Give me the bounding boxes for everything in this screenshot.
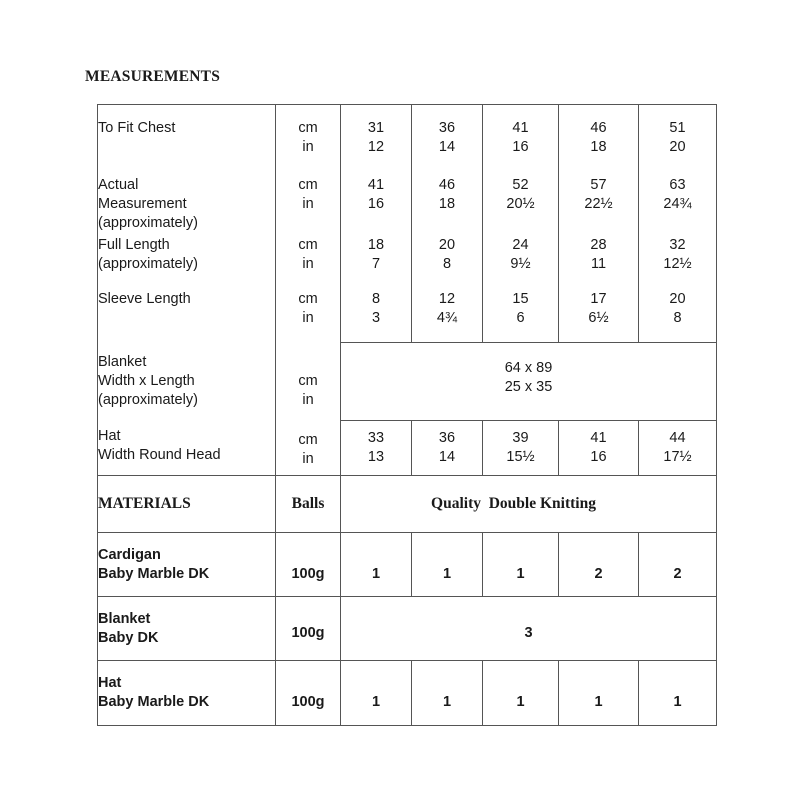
- value-cm: 24: [512, 236, 529, 253]
- blanket-size-value: [341, 343, 717, 421]
- row-label: [98, 421, 276, 476]
- count-value: 1: [673, 694, 682, 710]
- count-value: 2: [673, 565, 682, 582]
- material-name-line: Baby Marble DK: [98, 694, 210, 710]
- ball-count: [341, 533, 412, 597]
- weight-value: 100g: [291, 565, 325, 582]
- ball-count: [639, 533, 717, 597]
- material-name-line: Baby Marble DK: [98, 565, 210, 582]
- material-name: [98, 597, 276, 661]
- material-row-hat: [98, 661, 717, 726]
- size-value: [483, 287, 559, 343]
- measurement-row-length: [98, 233, 717, 287]
- material-name-line: Blanket: [98, 610, 151, 627]
- size-value: [639, 105, 717, 171]
- value-cm: 41: [512, 119, 529, 136]
- size-value: [559, 421, 639, 476]
- row-label: [98, 343, 276, 421]
- size-value: [341, 105, 412, 171]
- ball-count: [559, 533, 639, 597]
- value-in: 7: [371, 255, 381, 272]
- value-in: 8: [442, 255, 452, 272]
- size-value: [483, 171, 559, 233]
- count-value: 1: [371, 694, 381, 710]
- value-in: 14: [438, 449, 456, 465]
- value-cm: 46: [590, 119, 607, 136]
- ball-count: [639, 661, 717, 726]
- value-in: 16: [367, 195, 385, 212]
- size-value: [341, 171, 412, 233]
- material-row-blanket: [98, 597, 717, 661]
- unit-in: in: [302, 255, 314, 272]
- ball-weight: [276, 597, 341, 661]
- material-name: [98, 533, 276, 597]
- size-value: [412, 421, 483, 476]
- value-in: 4¾: [436, 309, 458, 326]
- measurement-row-blanket: [98, 343, 717, 421]
- value-in: 20½: [506, 195, 535, 212]
- unit-cm: cm: [298, 290, 318, 307]
- value-cm: 41: [590, 430, 607, 446]
- count-value: 2: [594, 565, 603, 582]
- unit-cm: cm: [298, 176, 318, 193]
- row-label: [98, 233, 276, 287]
- measurements-materials-table: [97, 104, 717, 726]
- value-cm: 31: [367, 119, 385, 136]
- ball-count: [483, 533, 559, 597]
- unit-cell: [276, 171, 341, 233]
- value-in: 12½: [663, 255, 692, 272]
- value-cm: 28: [590, 236, 607, 253]
- size-value: [639, 421, 717, 476]
- materials-header-row: [98, 476, 717, 533]
- materials-title: MATERIALS: [98, 495, 191, 512]
- row-label: [98, 105, 276, 171]
- size-value: [341, 421, 412, 476]
- ball-weight: [276, 661, 341, 726]
- value-cm: 33: [367, 430, 385, 446]
- value-cm: 20: [438, 236, 456, 253]
- size-value: [559, 171, 639, 233]
- value-cm: 36: [438, 119, 456, 136]
- size-value: [412, 287, 483, 343]
- value-cm: 41: [367, 176, 385, 193]
- unit-cm: cm: [298, 372, 318, 389]
- quality-header: Quality Double Knitting: [431, 495, 596, 512]
- size-value: [483, 421, 559, 476]
- count-value: 1: [371, 565, 381, 582]
- measurement-row-chest: [98, 105, 717, 171]
- unit-in: in: [302, 138, 314, 155]
- value-cm: 51: [669, 119, 686, 136]
- count-value: 1: [442, 694, 452, 710]
- ball-count: [559, 661, 639, 726]
- row-label: [98, 287, 276, 343]
- quality-header-cell: [341, 476, 717, 533]
- label-line: Full Length: [98, 236, 170, 253]
- unit-cell: [276, 287, 341, 343]
- size-value: [412, 233, 483, 287]
- material-name-line: Baby DK: [98, 629, 159, 646]
- size-value: [341, 233, 412, 287]
- value-in: 13: [367, 449, 385, 465]
- value-in: 24¾: [663, 195, 692, 212]
- value-cm: 44: [669, 430, 686, 446]
- materials-title-cell: [98, 476, 276, 533]
- value-in: 15½: [506, 449, 535, 465]
- ball-weight: [276, 533, 341, 597]
- size-value: [639, 171, 717, 233]
- size-value: [559, 287, 639, 343]
- count-value: 1: [594, 694, 603, 710]
- unit-in: in: [302, 309, 314, 326]
- measurement-row-actual: [98, 171, 717, 233]
- size-value: [559, 105, 639, 171]
- count-value: 1: [516, 694, 525, 710]
- unit-in: in: [302, 391, 314, 408]
- value-cm: 39: [512, 430, 529, 446]
- value-cm: 52: [512, 176, 529, 193]
- material-row-cardigan: [98, 533, 717, 597]
- unit-cell: [276, 233, 341, 287]
- value-cm: 15: [512, 290, 529, 307]
- measurements-title: MEASUREMENTS: [85, 68, 221, 85]
- unit-cell: [276, 421, 341, 476]
- weight-value: 100g: [291, 625, 325, 641]
- label-line: Width Round Head: [98, 446, 221, 463]
- balls-header-cell: [276, 476, 341, 533]
- size-value: [341, 287, 412, 343]
- value-in: 16: [590, 449, 607, 465]
- balls-header: Balls: [291, 495, 325, 512]
- count-value: 3: [524, 625, 533, 641]
- size-value: [639, 233, 717, 287]
- size-value: [483, 233, 559, 287]
- label-line: (approximately): [98, 392, 198, 408]
- measurement-row-sleeve: [98, 287, 717, 343]
- value-in: 3: [371, 309, 381, 326]
- value-in: 17½: [663, 449, 692, 465]
- value-in: 9½: [510, 255, 531, 272]
- label-line: To Fit Chest: [98, 119, 176, 136]
- unit-in: in: [302, 195, 314, 212]
- value-cm: 64 x 89: [504, 359, 553, 376]
- material-name: [98, 661, 276, 726]
- unit-cell: [276, 105, 341, 171]
- value-cm: 18: [367, 236, 385, 253]
- label-line: Width x Length: [98, 373, 195, 389]
- unit-cm: cm: [298, 119, 318, 136]
- unit-cm: cm: [298, 431, 318, 448]
- size-value: [412, 171, 483, 233]
- ball-count: [341, 661, 412, 726]
- value-cm: 12: [438, 290, 456, 307]
- value-in: 18: [438, 195, 456, 212]
- material-name-line: Cardigan: [98, 546, 161, 563]
- row-label: [98, 171, 276, 233]
- ball-count: [412, 533, 483, 597]
- label-line: Sleeve Length: [98, 290, 191, 307]
- value-cm: 46: [438, 176, 456, 193]
- size-value: [412, 105, 483, 171]
- value-cm: 57: [590, 176, 607, 193]
- value-cm: 17: [590, 290, 607, 307]
- value-in: 6: [516, 309, 525, 326]
- ball-count: [483, 661, 559, 726]
- label-line: Actual: [98, 176, 139, 193]
- unit-cm: cm: [298, 236, 318, 253]
- value-in: 18: [590, 138, 607, 155]
- value-in: 22½: [584, 195, 613, 212]
- value-in: 16: [512, 138, 529, 155]
- value-cm: 8: [371, 290, 381, 307]
- label-line: (approximately): [98, 255, 198, 272]
- size-value: [639, 287, 717, 343]
- material-name-line: Hat: [98, 675, 122, 691]
- label-line: Measurement: [98, 195, 187, 212]
- value-in: 6½: [588, 309, 609, 326]
- size-value: [483, 105, 559, 171]
- measurement-row-hat: [98, 421, 717, 476]
- value-in: 8: [673, 309, 682, 326]
- weight-value: 100g: [291, 694, 325, 710]
- value-cm: 36: [438, 430, 456, 446]
- label-line: (approximately): [98, 214, 198, 231]
- value-in: 25 x 35: [504, 378, 553, 395]
- label-line: Blanket: [98, 354, 147, 370]
- unit-in: in: [302, 450, 314, 467]
- value-in: 12: [367, 138, 385, 155]
- value-in: 11: [590, 255, 607, 272]
- value-in: 14: [438, 138, 456, 155]
- value-cm: 20: [669, 290, 686, 307]
- value-in: 20: [669, 138, 686, 155]
- ball-count: [341, 597, 717, 661]
- ball-count: [412, 661, 483, 726]
- unit-cell: [276, 343, 341, 421]
- count-value: 1: [442, 565, 452, 582]
- count-value: 1: [516, 565, 525, 582]
- size-value: [559, 233, 639, 287]
- value-cm: 63: [669, 176, 686, 193]
- value-cm: 32: [669, 236, 686, 253]
- label-line: Hat: [98, 427, 121, 444]
